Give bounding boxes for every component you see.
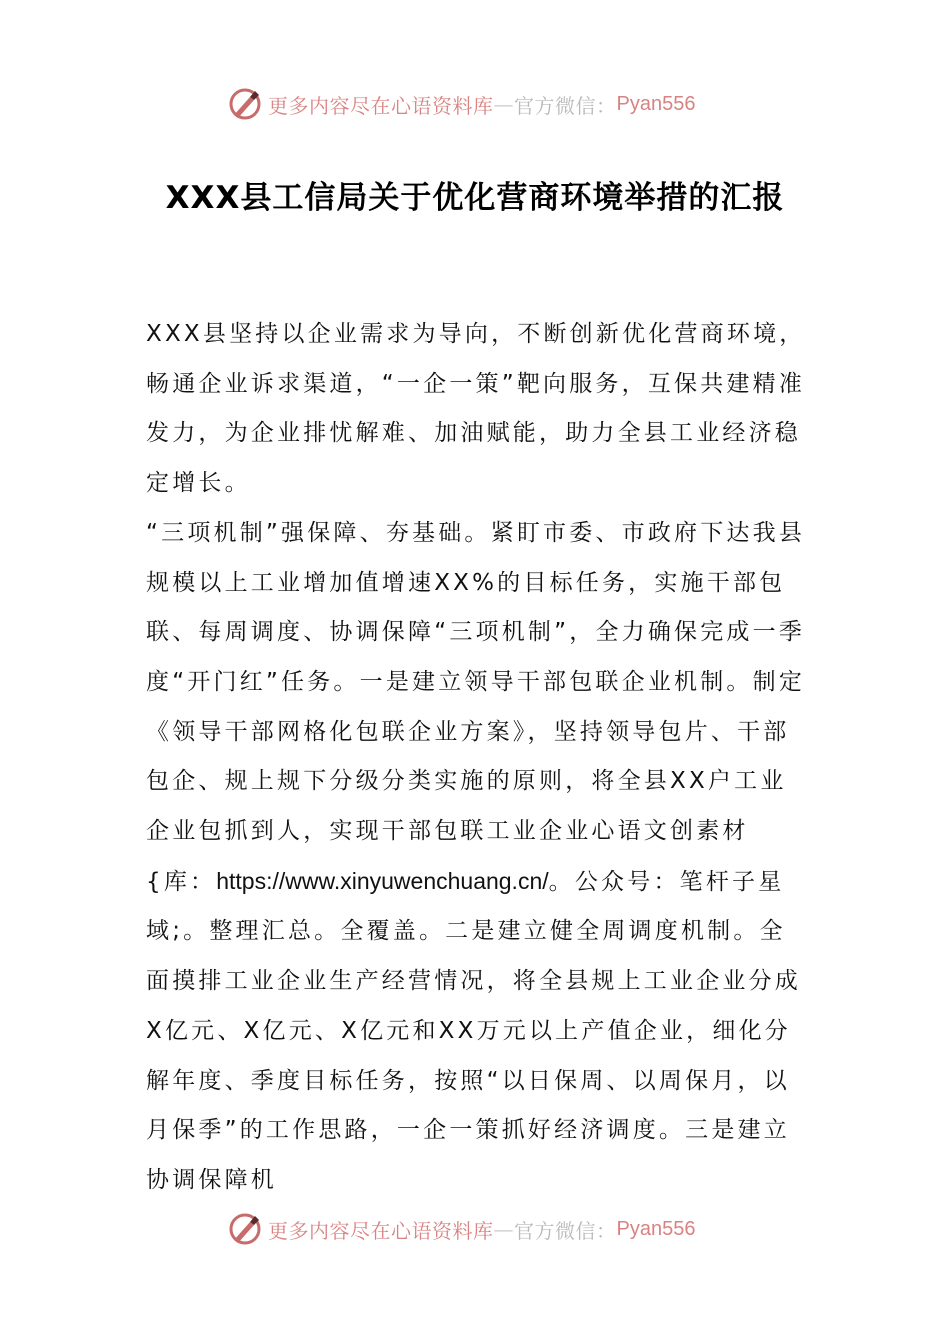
banner-wechat-id: Pyan556: [616, 1217, 696, 1240]
footer-banner: [228, 1209, 748, 1249]
document-title: XXX县工信局关于优化营商环境举措的汇报: [165, 180, 785, 216]
banner-dash: —: [493, 92, 514, 116]
pen-logo-icon: [228, 87, 262, 121]
source-url-link[interactable]: https://www.xinyuwenchuang.cn/: [216, 867, 549, 894]
paragraph-intro: XXX县坚持以企业需求为导向，不断创新优化营商环境，畅通企业诉求渠道，“一企一策”靶向服务，互保共建精准发力，为企业排忧解难、加油赋能，助力全县工业经济稳定增长。: [146, 321, 806, 497]
banner-text: 更多内容尽在心语资料库: [268, 1218, 494, 1243]
banner-dash: —: [493, 1217, 514, 1241]
paragraph-mechanism: [146, 509, 810, 1206]
banner-text: 更多内容尽在心语资料库: [268, 93, 494, 118]
header-banner: [228, 84, 748, 124]
paragraph-mechanism-text: “三项机制”强保障、夯基础。紧盯市委、市政府下达我县规模以上工业增加值增速XX%的目标任务，实施干部包联、每周调度、协调保障“三项机制”，全力确保完成一季度“开门红”任务。一是建立领导干部包联企业机制。制定《领导干部网格化包联企业方案》，坚持领导包片、干部包企、规上规下分级分类实施的原则，将全县XX户工业企业包抓到人，实现干部包联工业企业心语文创素材{库：: [146, 519, 806, 895]
paragraph-continuation: 。公众号：笔杆子星域;。整理汇总。全覆盖。二是建立健全周调度机制。全面摸排工业企业生产经营情况，将全县规上工业企业分成X亿元、X亿元、X亿元和XX万元以上产值企业，细化分解年度、季度目标任务，按照“以日保周、以周保月，以月保季”的工作思路，一企一策抓好经济调度。三是建立协调保障机: [146, 868, 801, 1193]
banner-wechat-id: Pyan556: [616, 92, 696, 115]
pen-logo-icon: [228, 1212, 262, 1246]
banner-wechat-label: 官方微信：: [514, 93, 617, 118]
document-body: [146, 310, 810, 1206]
banner-wechat-label: 官方微信：: [514, 1218, 617, 1243]
